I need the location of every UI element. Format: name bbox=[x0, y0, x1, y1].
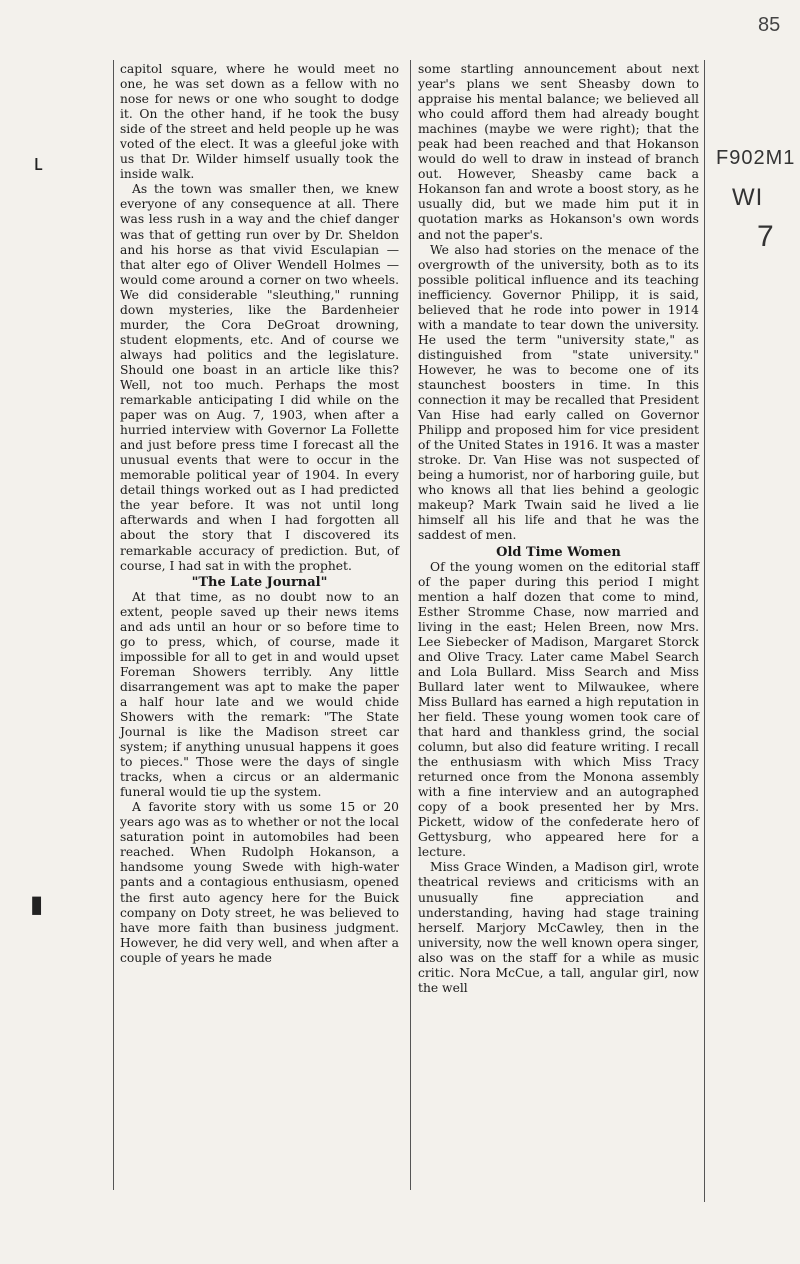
right-column bbox=[418, 62, 699, 1196]
paragraph: As the town was smaller then, we knew everyone of any consequence at all. There was less rush in a way and the chief danger was that of getting run over by Dr. Sheldon and his horse as that vivid Esculapian — that alter ego of Oliver Wendell Holmes — would come around a corner on two wheels. We did considerable "sleuthing," running down mysteries, like the Bardenheier murder, the Cora DeGroat drowning, student elopments, etc. And of course we always had politics and the legislature. Should one boast in an article like this? Well, not too much. Perhaps the most remarkable anticipating I did while on the paper was on Aug. 7, 1903, when after a hurried interview with Governor La Follette and just before press time I forecast all the unusual events that were to occur in the memorable political year of 1904. In every detail things worked out as I had predicted the year before. It was not until long afterwards and when I had forgotten all about the story that I discovered its remarkable accuracy of prediction. But, of course, I had sat in with the prophet. bbox=[120, 182, 399, 573]
handwritten-archive-code: F902M1 bbox=[716, 147, 796, 169]
section-heading: "The Late Journal" bbox=[191, 574, 328, 590]
paragraph: We also had stories on the menace of the overgrowth of the university, both as to its possible political influence and its teaching inefficiency. Governor Philipp, it is said, believed that he rode into power in 1914 with a mandate to tear down the university. He used the term "university state," as distinguished from "state university." However, he was to become one of its staunchest boosters in time. In this connection it may be recalled that President Van Hise had early called on Governor Philipp and proposed him for vice president of the United States in 1916. It was a master stroke. Dr. Van Hise was not suspected of being a humorist, nor of harboring guile, but who knows all that lies behind a geologic makeup? Mark Twain said he lived a lie himself all his life and that he was the saddest of men. bbox=[418, 242, 699, 543]
paragraph: capitol square, where he would meet no one, he was set down as a fellow with no nose for news or one who sought to dodge it. On the other hand, if he took the busy side of the street and held people up he was voted of the elect. It was a gleeful joke with us that Dr. Wilder himself usually took the inside walk. bbox=[120, 62, 399, 182]
section-heading: Old Time Women bbox=[496, 544, 621, 560]
page-number: 85 bbox=[758, 14, 781, 36]
left-column bbox=[120, 62, 399, 1180]
handwritten-state-code: WI bbox=[732, 184, 764, 211]
margin-mark-bottom: ▮ bbox=[30, 891, 44, 918]
column-rule-right bbox=[704, 60, 705, 1202]
handwritten-number: 7 bbox=[757, 220, 775, 253]
paragraph: At that time, as no doubt now to an extent, people saved up their news items and ads until an hour or so before time to go to press, which, of course, made it impossible for all to get in and would upset Foreman Showers terribly. Any little disarrangement was apt to make the paper a half hour late and we would chide Showers with the remark: "The State Journal is like the Madison street car system; if anything unusual happens it goes to pieces." Those were the days of single tracks, when a circus or an aldermanic funeral would tie up the system. bbox=[120, 589, 399, 800]
column-rule-left bbox=[113, 60, 114, 1190]
column-rule-middle bbox=[410, 60, 411, 1190]
paragraph: Of the young women on the editorial staff of the paper during this period I might mention a half dozen that come to mind, Esther Stromme Chase, now married and living in the east; Helen Breen, now Mrs. Lee Siebecker of Madison, Margaret Storck and Olive Tracy. Later came Mabel Search and Lola Bullard. Miss Search and Miss Bullard later went to Milwaukee, where Miss Bullard has earned a high reputation in her field. These young women took care of that hard and thankless grind, the social column, but also did feature writing. I recall the enthusiasm with which Miss Tracy returned once from the Monona assembly with a fine interview and an autographed copy of a book presented her by Mrs. Pickett, widow of the confederate hero of Gettysburg, who appeared here for a lecture. bbox=[418, 559, 699, 860]
margin-mark-top: ʟ bbox=[34, 150, 43, 175]
paragraph: Miss Grace Winden, a Madison girl, wrote theatrical reviews and criticisms with an unusually fine appreciation and understanding, having had stage training herself. Marjory McCawley, then in the university, now the well known opera singer, also was on the staff for a while as music critic. Nora McCue, a tall, angular girl, now the well bbox=[418, 860, 699, 995]
paragraph: A favorite story with us some 15 or 20 years ago was as to whether or not the local saturation point in automobiles had been reached. When Rudolph Hokanson, a handsome young Swede with high-water pants and a contagious enthusiasm, opened the first auto agency here for the Buick company on Doty street, he was believed to have more faith than business judgment. However, he did very well, and when after a couple of years he made bbox=[120, 800, 399, 965]
paragraph: some startling announcement about next year's plans we sent Sheasby down to appraise his mental balance; we believed all who could afford them had already bought machines (maybe we were right); that the peak had been reached and that Hokanson would do well to draw in instead of branch out. However, Sheasby came back a Hokanson fan and wrote a boost story, as he usually did, but we made him put it in quotation marks as Hokanson's own words and not the paper's. bbox=[418, 62, 699, 242]
